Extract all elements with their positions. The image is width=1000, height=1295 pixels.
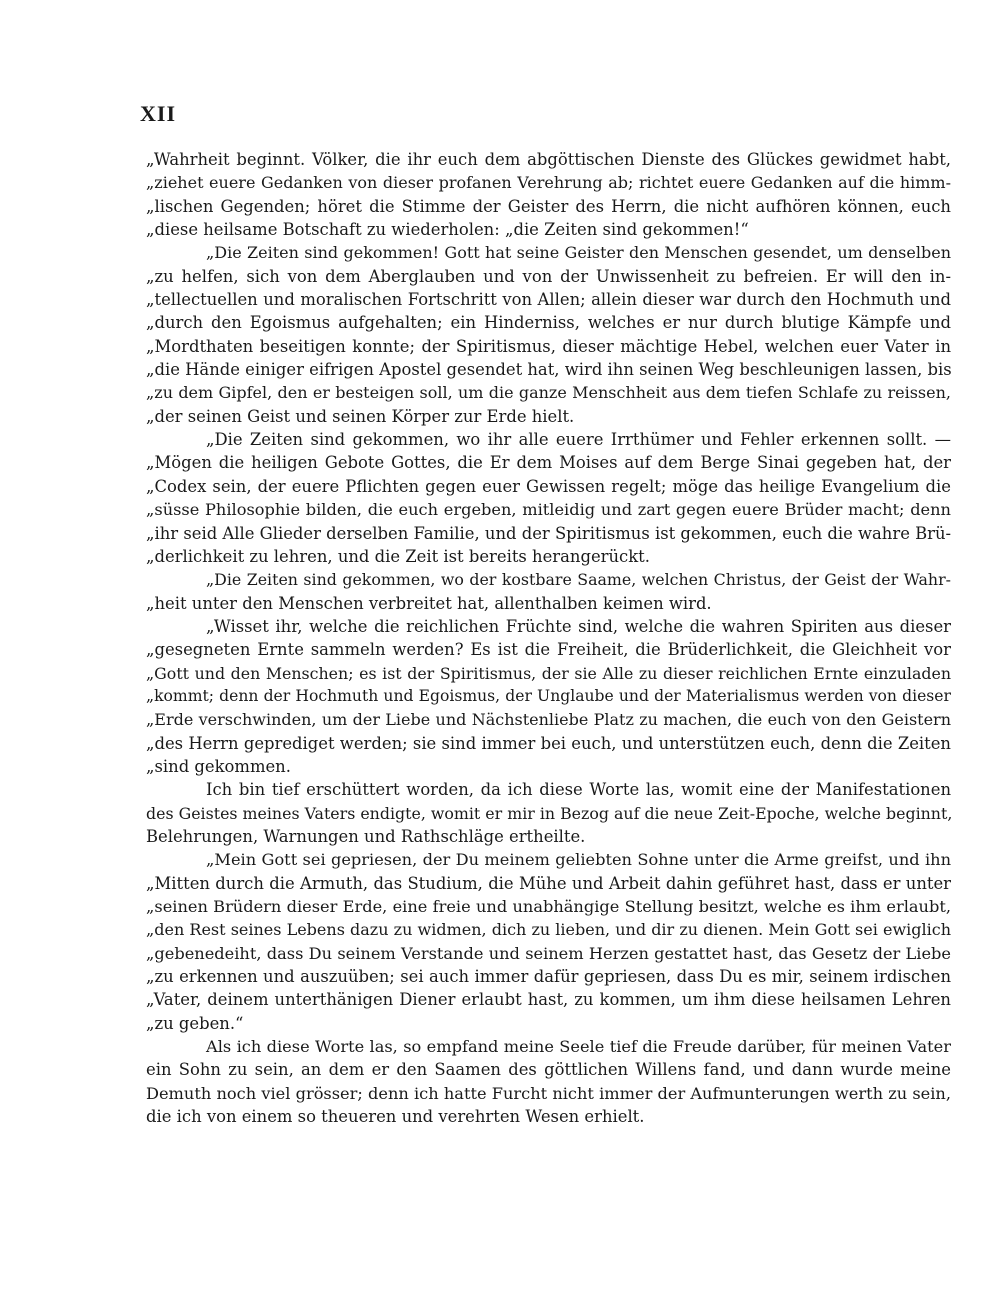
text-line: „Die Zeiten sind gekommen, wo der kostbare Saame, welchen Christus, der Geist der Wahr- bbox=[206, 570, 951, 590]
text-line: „den Rest seines Lebens dazu zu widmen, dich zu lieben, und dir zu dienen. Mein Gott sei ewiglich bbox=[146, 920, 951, 940]
text-line: „ihr seid Alle Glieder derselben Familie, und der Spiritismus ist gekommen, euch die wahre Brü- bbox=[146, 523, 952, 543]
text-line: „Mitten durch die Armuth, das Studium, die Mühe und Arbeit dahin geführet hast, dass er unter bbox=[146, 873, 951, 893]
text-line: „diese heilsame Botschaft zu wiederholen: „die Zeiten sind gekommen!“ bbox=[146, 220, 749, 240]
body-text bbox=[146, 148, 951, 1128]
text-line: „Erde verschwinden, um der Liebe und Nächstenliebe Platz zu machen, die euch von den Geistern bbox=[146, 710, 951, 730]
text-line: Als ich diese Worte las, so empfand meine Seele tief die Freude darüber, für meinen Vater bbox=[206, 1037, 951, 1057]
text-line: ein Sohn zu sein, an dem er den Saamen des göttlichen Willens fand, und dann wurde meine bbox=[146, 1060, 951, 1080]
text-line: „Gott und den Menschen; es ist der Spiritismus, der sie Alle zu dieser reichlichen Ernte einzuladen bbox=[146, 663, 951, 683]
paragraph bbox=[146, 241, 951, 428]
paragraph bbox=[146, 148, 951, 241]
paragraph bbox=[146, 848, 951, 1035]
text-line: „durch den Egoismus aufgehalten; ein Hinderniss, welches er nur durch blutige Kämpfe und bbox=[146, 313, 951, 333]
text-line: „kommt; denn der Hochmuth und Egoismus, der Unglaube und der Materialismus werden von dieser bbox=[146, 686, 951, 705]
text-line: „Vater, deinem unterthänigen Diener erlaubt hast, zu kommen, um ihm diese heilsamen Lehren bbox=[146, 990, 951, 1010]
text-line: „lischen Gegenden; höret die Stimme der Geister des Herrn, die nicht aufhören können, euch bbox=[146, 196, 951, 216]
text-line: des Geistes meines Vaters endigte, womit er mir in Bezog auf die neue Zeit-Epoche, welche beginnt, bbox=[146, 803, 953, 823]
text-line: Ich bin tief erschüttert worden, da ich diese Worte las, womit eine der Manifestationen bbox=[206, 780, 951, 800]
text-line: „Mein Gott sei gepriesen, der Du meinem geliebten Sohne unter die Arme greifst, und ihn bbox=[206, 850, 951, 870]
text-line: „gebenedeiht, dass Du seinem Verstande und seinem Herzen gestattet hast, das Gesetz der Liebe bbox=[146, 943, 951, 963]
text-line: „zu helfen, sich von dem Aberglauben und von der Unwissenheit zu befreien. Er will den in- bbox=[146, 266, 951, 286]
text-line: „derlichkeit zu lehren, und die Zeit ist bereits herangerückt. bbox=[146, 546, 650, 566]
text-line: „Codex sein, der euere Pflichten gegen euer Gewissen regelt; möge das heilige Evangelium die bbox=[146, 476, 951, 496]
text-line: „gesegneten Ernte sammeln werden? Es ist die Freiheit, die Brüderlichkeit, die Gleichheit vor bbox=[146, 640, 951, 660]
paragraph bbox=[146, 428, 951, 568]
text-line: Belehrungen, Warnungen und Rathschläge ertheilte. bbox=[146, 826, 586, 846]
paragraph bbox=[146, 568, 951, 615]
text-line: „tellectuellen und moralischen Fortschritt von Allen; allein dieser war durch den Hochmuth und bbox=[146, 290, 951, 310]
text-line: „heit unter den Menschen verbreitet hat, allenthalben keimen wird. bbox=[146, 593, 712, 613]
text-line: „Die Zeiten sind gekommen, wo ihr alle euere Irrthümer und Fehler erkennen sollt. — bbox=[206, 430, 951, 450]
paragraph bbox=[146, 778, 951, 848]
text-line: „zu dem Gipfel, den er besteigen soll, um die ganze Menschheit aus dem tiefen Schlafe zu reissen, bbox=[146, 383, 951, 403]
paragraph bbox=[146, 615, 951, 778]
text-line: „Wahrheit beginnt. Völker, die ihr euch dem abgöttischen Dienste des Glückes gewidmet habt, bbox=[146, 150, 951, 169]
text-line: „zu erkennen und auszuüben; sei auch immer dafür gepriesen, dass Du es mir, seinem irdischen bbox=[146, 967, 951, 987]
page-number: XII bbox=[140, 101, 177, 126]
text-line: „die Hände einiger eifrigen Apostel gesendet hat, wird ihn seinen Weg beschleunigen lassen, bis bbox=[146, 360, 952, 380]
text-line: „ziehet euere Gedanken von dieser profanen Verehrung ab; richtet euere Gedanken auf die himm- bbox=[146, 173, 951, 193]
text-line: „der seinen Geist und seinen Körper zur Erde hielt. bbox=[146, 406, 575, 426]
text-line: „Die Zeiten sind gekommen! Gott hat seine Geister den Menschen gesendet, um denselben bbox=[206, 243, 951, 263]
text-line: „des Herrn geprediget werden; sie sind immer bei euch, und unterstützen euch, denn die Zeiten bbox=[146, 733, 951, 753]
text-line: „zu geben.“ bbox=[146, 1013, 244, 1033]
text-line: „Mögen die heiligen Gebote Gottes, die Er dem Moises auf dem Berge Sinai gegeben hat, der bbox=[146, 453, 951, 473]
text-line: „Mordthaten beseitigen konnte; der Spiritismus, dieser mächtige Hebel, welchen euer Vater in bbox=[146, 336, 951, 356]
text-line: „seinen Brüdern dieser Erde, eine freie und unabhängige Stellung besitzt, welche es ihm erlaubt, bbox=[146, 897, 951, 916]
paragraph bbox=[146, 1035, 951, 1128]
text-line: „sind gekommen. bbox=[146, 756, 291, 776]
text-line: die ich von einem so theueren und verehrten Wesen erhielt. bbox=[146, 1107, 645, 1127]
text-line: Demuth noch viel grösser; denn ich hatte Furcht nicht immer der Aufmunterungen werth zu sein, bbox=[146, 1083, 951, 1103]
text-line: „süsse Philosophie bilden, die euch ergeben, mitleidig und zart gegen euere Brüder macht; denn bbox=[146, 500, 951, 520]
text-line: „Wisset ihr, welche die reichlichen Früchte sind, welche die wahren Spiriten aus dieser bbox=[206, 616, 951, 636]
